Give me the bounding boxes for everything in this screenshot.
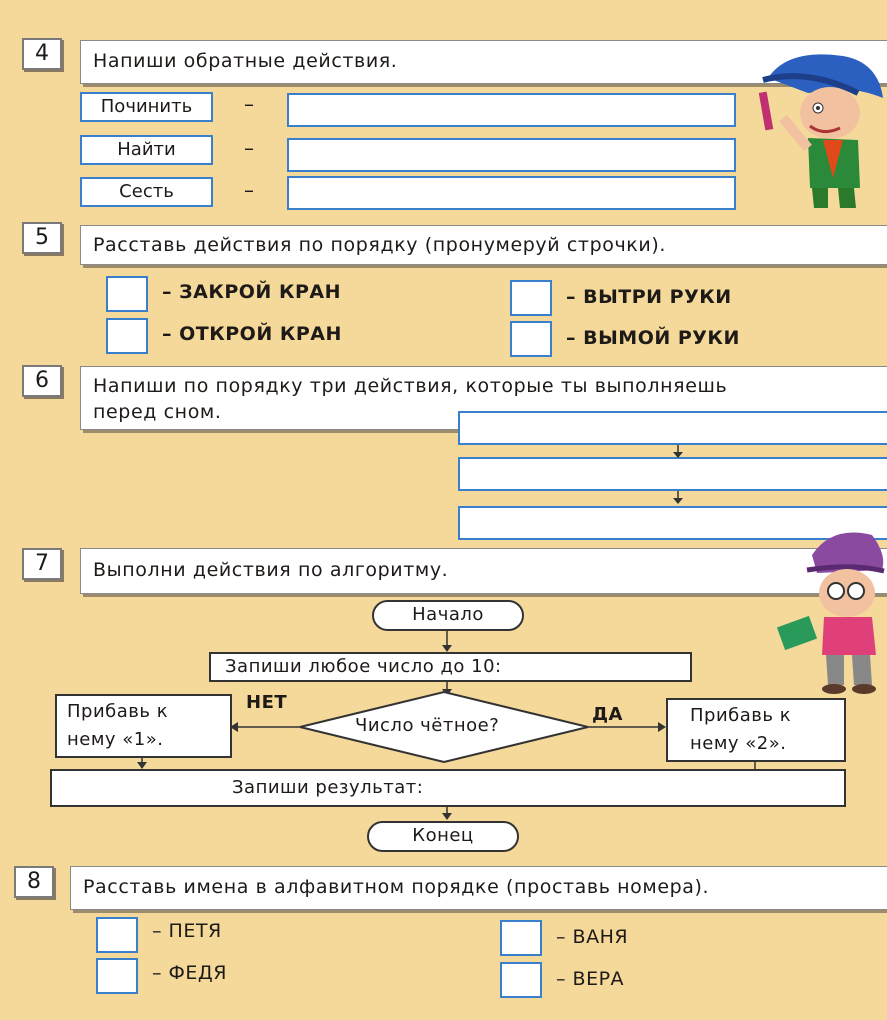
task8-item-vera: – ВЕРА [556, 968, 625, 990]
task8-number-box[interactable] [96, 917, 138, 953]
flowchart-end: Конец [367, 821, 519, 852]
task4-dash: – [244, 136, 254, 160]
task5-number: 5 [22, 222, 62, 254]
flowchart-start: Начало [372, 600, 524, 631]
flowchart-yes-action [666, 698, 846, 762]
flowchart-yes-action-line2: нему «2». [690, 733, 787, 754]
flowchart-no-action-line1: Прибавь к [67, 701, 169, 722]
flowchart-no-action [55, 694, 232, 758]
task8-title: Расставь имена в алфавитном порядке (проставь номера). [70, 866, 887, 910]
task4-dash: – [244, 178, 254, 202]
task6-title-line2: перед сном. [93, 401, 222, 423]
flowchart-no-action-line2: нему «1». [67, 729, 164, 750]
task8-item-petya: – ПЕТЯ [152, 920, 222, 942]
task8-number-box[interactable] [500, 920, 542, 956]
task8-item-fedya: – ФЕДЯ [152, 962, 227, 984]
task5-item-open-tap: – ОТКРОЙ КРАН [162, 323, 342, 345]
task8-number-box[interactable] [500, 962, 542, 998]
task5-title: Расставь действия по порядку (пронумеруй строчки). [80, 225, 887, 265]
flowchart-input: Запиши любое число до 10: [209, 652, 692, 682]
flowchart-condition: Число чётное? [355, 715, 500, 736]
task4-title: Напиши обратные действия. [80, 40, 887, 84]
task7-number: 7 [22, 548, 62, 580]
flowchart-yes-label: ДА [592, 704, 623, 725]
task6-title-line1: Напиши по порядку три действия, которые ты выполняешь [93, 375, 728, 397]
task7-title: Выполни действия по алгоритму. [80, 548, 887, 594]
task5-item-close-tap: – ЗАКРОЙ КРАН [162, 281, 342, 303]
flowchart-yes-action-line1: Прибавь к [690, 705, 792, 726]
task5-item-wash-hands: – ВЫМОЙ РУКИ [566, 327, 740, 349]
task6-number: 6 [22, 365, 62, 397]
flowchart-no-label: НЕТ [246, 692, 288, 713]
task4-label-find: Найти [80, 135, 213, 165]
task4-label-sit: Сесть [80, 177, 213, 207]
task5-item-dry-hands: – ВЫТРИ РУКИ [566, 286, 732, 308]
flowchart-output: Запиши результат: [50, 769, 846, 807]
task4-label-fix: Починить [80, 92, 213, 122]
task4-number: 4 [22, 38, 62, 70]
task8-number: 8 [14, 866, 54, 898]
task8-item-vanya: – ВАНЯ [556, 926, 629, 948]
task8-number-box[interactable] [96, 958, 138, 994]
task4-dash: – [244, 92, 254, 116]
